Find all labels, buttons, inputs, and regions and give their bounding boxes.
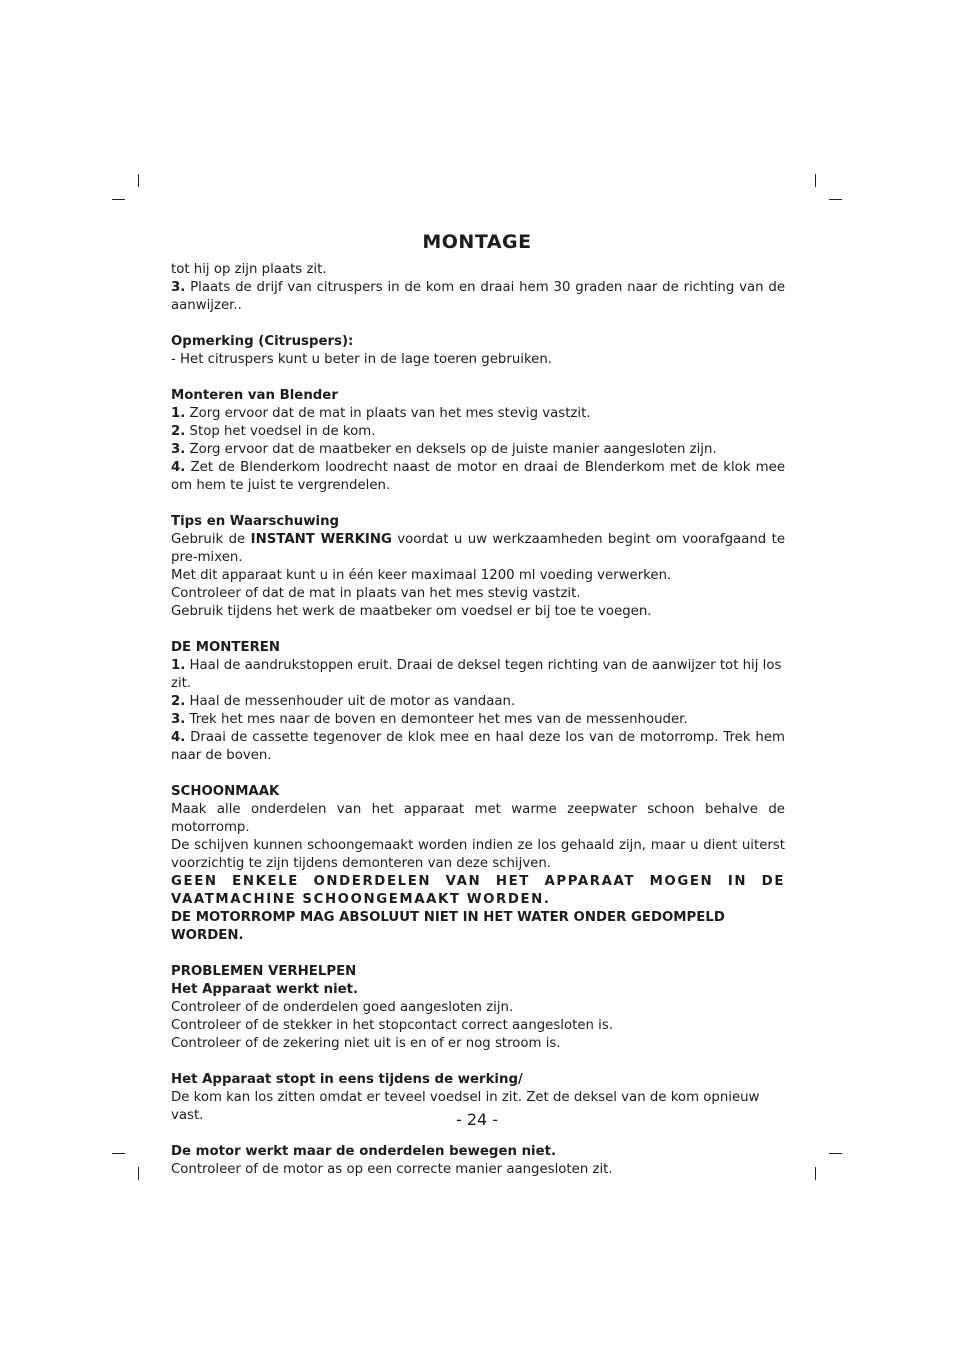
step-text: Stop het voedsel in de kom. bbox=[185, 424, 376, 439]
page-number: - 24 - bbox=[455, 1110, 499, 1129]
blender-heading bbox=[171, 387, 785, 405]
crop-mark-bottom-left bbox=[112, 1153, 125, 1154]
problem-2-title bbox=[171, 1071, 785, 1089]
page-content bbox=[171, 261, 785, 1179]
warning-text: GEEN ENKELE ONDERDELEN VAN HET APPARAAT MOGEN IN DE VAATMACHINE SCHOONGEMAAKT WORDEN. bbox=[171, 874, 785, 907]
tips-text: voordat u uw werkzaamheden begint om voorafgaand te pre-mixen. bbox=[171, 532, 786, 565]
problem-title-text: Het Apparaat stopt in eens tijdens de werking/ bbox=[171, 1072, 523, 1087]
step-number: 2. bbox=[171, 424, 186, 439]
tips-line-3: Controleer of dat de mat in plaats van het mes stevig vastzit. bbox=[171, 586, 581, 601]
blender-step-2 bbox=[171, 423, 785, 441]
intro-step-3 bbox=[171, 279, 785, 315]
step-text: Trek het mes naar de boven en demonteer het mes van de messenhouder. bbox=[185, 712, 688, 727]
step-number: 1. bbox=[171, 658, 186, 673]
step-text: Draai de cassette tegenover de klok mee en haal deze los van de motorromp. Trek hem naar de boven. bbox=[171, 730, 785, 763]
crop-mark-top-right bbox=[815, 174, 816, 187]
disassembly-heading bbox=[171, 639, 785, 657]
blender-heading-text: Monteren van Blender bbox=[171, 388, 338, 403]
note-heading-text: Opmerking (Citruspers): bbox=[171, 334, 354, 349]
warning-text: DE MOTORROMP MAG ABSOLUUT NIET IN HET WATER ONDER GEDOMPELD WORDEN. bbox=[171, 910, 725, 943]
step-number: 3. bbox=[171, 280, 186, 295]
step-number: 3. bbox=[171, 442, 186, 457]
step-number: 1. bbox=[171, 406, 186, 421]
step-number: 3. bbox=[171, 712, 186, 727]
step-number: 4. bbox=[171, 730, 186, 745]
blender-step-1 bbox=[171, 405, 785, 423]
problem-2-text: De kom kan los zitten omdat er teveel voedsel in zit. Zet de deksel van de kom opnieuw vast. bbox=[171, 1090, 760, 1123]
tips-line-4: Gebruik tijdens het werk de maatbeker om voedsel er bij toe te voegen. bbox=[171, 604, 652, 619]
troubleshooting-heading bbox=[171, 963, 785, 981]
tips-text: Gebruik de bbox=[171, 532, 251, 547]
crop-mark-bottom-left bbox=[138, 1167, 139, 1180]
problem-3-text: Controleer of de motor as op een correcte manier aangesloten zit. bbox=[171, 1162, 613, 1177]
step-text: Zet de Blenderkom loodrecht naast de motor en draai de Blenderkom met de klok mee om hem te juist te vergrendelen. bbox=[171, 460, 785, 493]
instant-werking-label: INSTANT WERKING bbox=[250, 532, 392, 547]
disassembly-step-4 bbox=[171, 729, 785, 765]
cleaning-line-1: Maak alle onderdelen van het apparaat met warme zeepwater schoon behalve de motorromp. bbox=[171, 802, 785, 835]
note-text: - Het citruspers kunt u beter in de lage toeren gebruiken. bbox=[171, 352, 553, 367]
step-number: 2. bbox=[171, 694, 186, 709]
tips-heading bbox=[171, 513, 785, 531]
problem-1-line: Controleer of de onderdelen goed aangesloten zijn. bbox=[171, 1000, 514, 1015]
problem-1-line: Controleer of de stekker in het stopcontact correct aangesloten is. bbox=[171, 1018, 614, 1033]
cleaning-warning-1 bbox=[171, 873, 785, 909]
crop-mark-bottom-right bbox=[815, 1167, 816, 1180]
problem-3-title bbox=[171, 1143, 785, 1161]
crop-mark-top-left bbox=[138, 174, 139, 187]
problem-1-title bbox=[171, 981, 785, 999]
disassembly-step-1 bbox=[171, 657, 785, 693]
cleaning-heading-text: SCHOONMAAK bbox=[171, 784, 280, 799]
problem-title-text: Het Apparaat werkt niet. bbox=[171, 982, 359, 997]
disassembly-heading-text: DE MONTEREN bbox=[171, 640, 281, 655]
crop-mark-top-left bbox=[112, 199, 125, 200]
tips-line-2: Met dit apparaat kunt u in één keer maximaal 1200 ml voeding verwerken. bbox=[171, 568, 672, 583]
disassembly-step-2 bbox=[171, 693, 785, 711]
blender-step-3 bbox=[171, 441, 785, 459]
tips-line-1 bbox=[171, 531, 785, 567]
note-heading bbox=[171, 333, 785, 351]
tips-heading-text: Tips en Waarschuwing bbox=[171, 514, 340, 529]
step-text: Zorg ervoor dat de mat in plaats van het mes stevig vastzit. bbox=[185, 406, 591, 421]
step-text: Zorg ervoor dat de maatbeker en deksels op de juiste manier aangesloten zijn. bbox=[185, 442, 717, 457]
crop-mark-bottom-right bbox=[829, 1153, 842, 1154]
troubleshooting-heading-text: PROBLEMEN VERHELPEN bbox=[171, 964, 357, 979]
disassembly-step-3 bbox=[171, 711, 785, 729]
page-title: MONTAGE bbox=[422, 231, 532, 253]
step-text: Haal de messenhouder uit de motor as vandaan. bbox=[185, 694, 516, 709]
problem-title-text: De motor werkt maar de onderdelen bewegen niet. bbox=[171, 1144, 557, 1159]
step-text: Haal de aandrukstoppen eruit. Draai de deksel tegen richting van de aanwijzer tot hij los zit. bbox=[171, 658, 782, 691]
problem-1-line: Controleer of de zekering niet uit is en of er nog stroom is. bbox=[171, 1036, 561, 1051]
step-text: Plaats de drijf van citruspers in de kom en draai hem 30 graden naar de richting van de aanwijzer.. bbox=[171, 280, 785, 313]
blender-step-4 bbox=[171, 459, 785, 495]
cleaning-warning-2 bbox=[171, 909, 785, 945]
crop-mark-top-right bbox=[829, 199, 842, 200]
intro-line: tot hij op zijn plaats zit. bbox=[171, 262, 327, 277]
cleaning-heading bbox=[171, 783, 785, 801]
step-number: 4. bbox=[171, 460, 186, 475]
cleaning-line-2: De schijven kunnen schoongemaakt worden indien ze los gehaald zijn, maar u dient uiterst voorzichtig te zijn tijdens demonteren van deze schijven. bbox=[171, 838, 785, 871]
